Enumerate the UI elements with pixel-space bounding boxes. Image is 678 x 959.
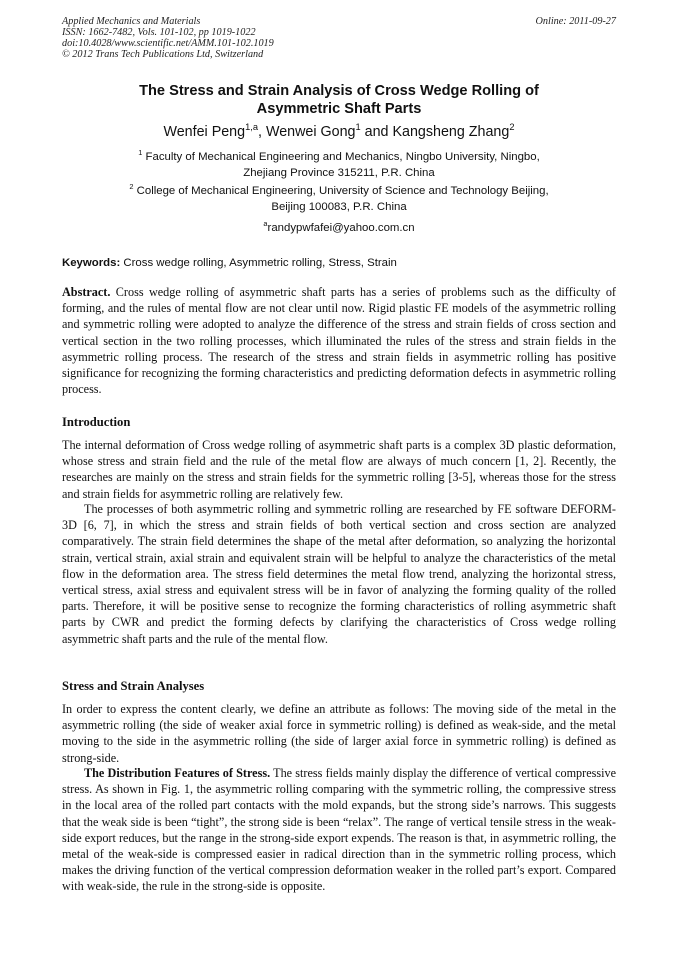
contact-email: [62, 220, 616, 236]
affiliation-2: [62, 183, 616, 215]
abstract-text: Cross wedge rolling of asymmetric shaft parts has a series of problems such as the difficulty of forming, and the rules of mental flow are not clear until now. Rigid plastic FE models of the asymmetric rolling and symmetric rolling were adopted to analyze the difference of the stress and strain fields of cross section and vertical section in the two rolling processes, which illuminated the rules of the stress and strain fields in the asymmetric rolling process. The research of the stress and strain fields in asymmetric rolling has positive significance for recognizing the forming characteristics and predicting deformation defects in asymmetric rolling process.: [62, 285, 616, 397]
author-1-affil: 1,a: [245, 122, 258, 133]
stress-strain-paragraph-1: In order to express the content clearly, we define an attribute as follows: The moving side of the metal in the asymmetric rolling (the side of weaker axial force in symmetric rolling) is defined as weak-side, and the metal moving to the side in the asymmetric rolling (the side of larger axial force in symmetric rolling) is defined as strong-side.: [62, 702, 616, 765]
author-2: Wenwei Gong: [265, 124, 356, 140]
email-marker: a: [263, 219, 268, 229]
introduction-heading: Introduction: [62, 415, 131, 429]
abstract-label: Abstract.: [62, 285, 111, 299]
author-2-affil: 1: [355, 122, 361, 133]
author-separator: ,: [258, 124, 266, 140]
author-separator: and: [360, 124, 393, 140]
online-date: Online: 2011-09-27: [535, 16, 616, 27]
affiliation-1-line-2: Zhejiang Province 315211, P.R. China: [243, 167, 435, 179]
stress-distribution-text: The stress fields mainly display the difference of vertical compressive stress. As shown in Fig. 1, the asymmetric rolling comparing with the symmetric rolling, the compressive stress in the local area of the rolled part contacts with the mold expands, but the strong side’s narrows. This suggests that the weak side is been “tight”, the strong side is been “relax”. The range of vertical tensile stress in the weak-side export reduces, but the range in the strong-side export expends. The reason is that, in asymmetric rolling, the metal of the weak-side is compressed easier in radical direction than in the symmetric rolling process, which makes the driving function of the vertical compression deformation weaker in the rolled part’s export. Compared with weak-side, the rule in the strong-side is opposite.: [62, 766, 616, 894]
stress-distribution-label: The Distribution Features of Stress.: [84, 766, 271, 780]
issn-line: ISSN: 1662-7482, Vols. 101-102, pp 1019-1022: [62, 27, 256, 38]
keywords-label: Keywords:: [62, 257, 121, 269]
author-list: [62, 124, 616, 141]
author-3: Kangsheng Zhang: [392, 124, 510, 140]
copyright-line: © 2012 Trans Tech Publications Ltd, Switzerland: [62, 49, 264, 60]
affiliation-2-marker: 2: [129, 182, 134, 192]
doi-line: doi:10.4028/www.scientific.net/AMM.101-102.1019: [62, 38, 274, 49]
author-3-affil: 2: [509, 122, 515, 133]
affiliation-1-marker: 1: [138, 148, 143, 158]
title-line-2: Asymmetric Shaft Parts: [256, 100, 422, 117]
introduction-paragraph-1: The internal deformation of Cross wedge rolling of asymmetric shaft parts is a complex 3D plastic deformation, whose stress and strain field and the rule of the metal flow are always of much concern [1, 2]. Recently, the researches are mainly on the stress and strain fields for the symmetric rolling [3-5], whereas those for the stress and strain fields for asymmetric rolling are relatively few.: [62, 438, 616, 501]
stress-strain-heading: Stress and Strain Analyses: [62, 679, 205, 693]
author-1: Wenfei Peng: [163, 124, 246, 140]
affiliation-1: [62, 149, 616, 181]
paper-title: [62, 83, 616, 118]
email-address: randypwfafei@yahoo.com.cn: [267, 222, 415, 234]
keywords-line: [62, 257, 616, 269]
affiliation-2-line-2: Beijing 100083, P.R. China: [271, 201, 407, 213]
title-line-1: The Stress and Strain Analysis of Cross Wedge Rolling of: [139, 83, 539, 99]
introduction-paragraph-2: The processes of both asymmetric rolling and symmetric rolling are researched by FE software DEFORM-3D [6, 7], in which the stress and strain fields of both vertical section and cross section are analyzed comparatively. The strain field determines the shape of the metal after deformation, so analyzing the horizontal strain, vertical strain, axial strain and equivalent strain will be helpful to analyze the characteristics of the metal flow in the deformation area. The stress field determines the metal flow trend, analyzing the horizontal stress, vertical stress, axial stress and equivalent stress will be in favor of analyzing the forming quality of the rolled parts. Therefore, it will be positive sense to recognize the forming characteristics of rolling asymmetric shaft parts by CWR and predict the forming defects by clarifying the characteristics of Cross wedge rolling asymmetric shaft parts and the rule of the mental flow.: [62, 502, 616, 646]
affiliation-1-line-1: Faculty of Mechanical Engineering and Mechanics, Ningbo University, Ningbo,: [142, 151, 540, 163]
affiliation-2-line-1: College of Mechanical Engineering, University of Science and Technology Beijing,: [133, 185, 549, 197]
keywords-text: Cross wedge rolling, Asymmetric rolling, Stress, Strain: [120, 257, 397, 269]
abstract-paragraph: [62, 284, 616, 397]
journal-name: Applied Mechanics and Materials: [62, 16, 201, 27]
stress-distribution-paragraph: [62, 765, 616, 895]
